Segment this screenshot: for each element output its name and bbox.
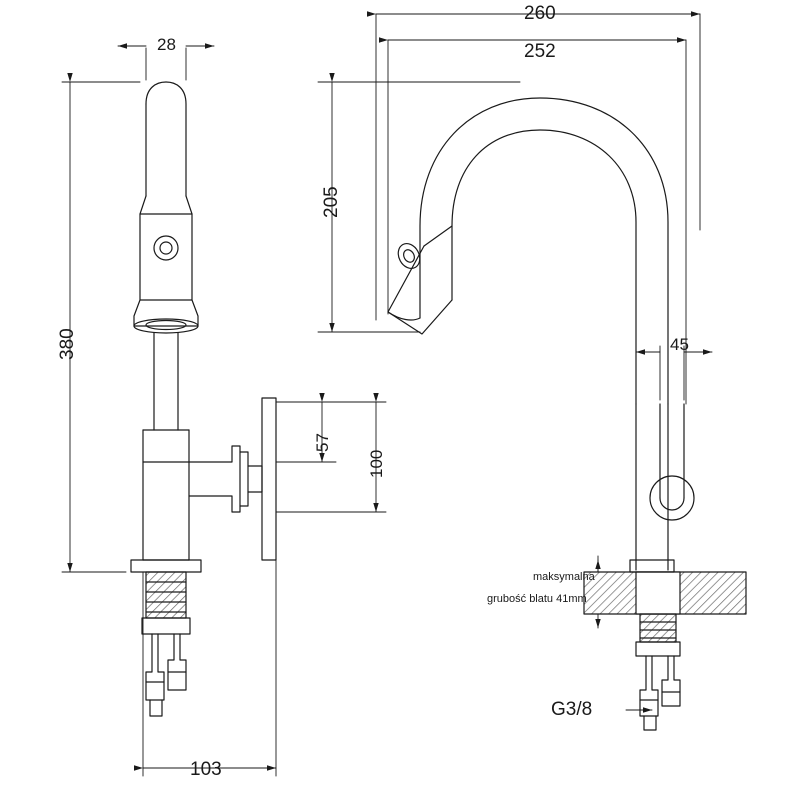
dimension-label-reach-inner: 252: [524, 41, 556, 62]
dimension-label-total-height: 380: [57, 328, 78, 360]
dimension-label-reach-outer: 260: [524, 3, 556, 24]
front-view-geometry: [131, 82, 276, 716]
dimension-label-base-width: 103: [190, 759, 222, 780]
side-view-geometry: [388, 98, 746, 730]
dimension-label-lever-large: 100: [367, 449, 386, 478]
dimension-label-handle-offset: 45: [670, 335, 689, 354]
worktop-note-line-1: maksymalna: [533, 571, 595, 583]
dimension-label-lever-small: 57: [313, 433, 332, 452]
dimension-label-spout-width: 28: [157, 35, 176, 54]
dimension-label-thread-size: G3/8: [551, 699, 593, 720]
front-view-dimensions: [62, 46, 386, 776]
dimension-label-spout-height: 205: [321, 186, 342, 218]
worktop-note-line-2: grubość blatu 41mm: [487, 593, 587, 605]
